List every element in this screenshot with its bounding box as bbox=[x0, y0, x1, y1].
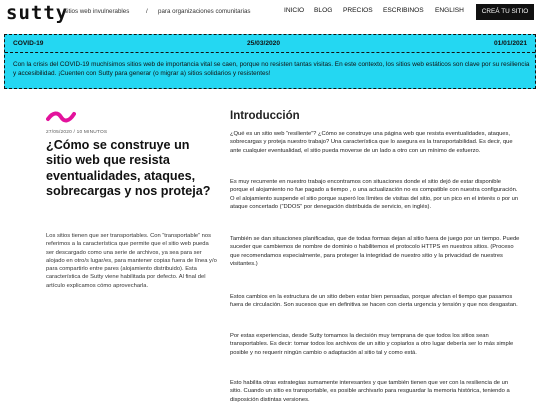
covid-banner bbox=[4, 34, 536, 89]
paragraph: También se dan situaciones planificadas, que de todas formas dejan al sitio fuera de juego por un tiempo. Puede suceder que cambiemos de nombre de dominio o habilitemos el protocolo HTTPS en nuestros sitios. (Proceso que recomendamos especialmente, para proteger la integridad de nuestro sitio y la privacidad de nuestres visitantes.) bbox=[230, 236, 520, 267]
paragraph: Estos cambios en la estructura de un sitio deben estar bien pensadas, porque afectan el tiempo que pasamos fuera de circulación. Son sucesos que en definitiva se hacen con cierta urgencia y tensión y que nos desgastan. bbox=[230, 294, 518, 309]
nav-english[interactable]: ENGLISH bbox=[435, 7, 464, 14]
covid-start-date: 25/03/2020 bbox=[247, 40, 281, 47]
paragraph: Esto habilita otras estrategias sumamente interesantes y que también tienen que ver con la resiliencia de un sitio. Cuando un sitio es transportable, es posible archivarlo para resguardar la memoria histórica, teniendo a disposición distintas versiones. bbox=[230, 380, 510, 403]
paragraph: Por estas experiencias, desde Sutty tomamos la decisión muy temprana de que todos los sitios sean transportables. Es decir: tomar todos los archivos de un sitio y copiarlos a otro lugar debería ser lo más simple posible y no requerir ningún cambio o adaptación al sitio tal y como está. bbox=[230, 333, 514, 356]
article-summary: Los sitios tienen que ser transportables. Con “transportable” nos referimos a la característica que permite que el sitio web pueda ser descargado como una serie de archivos, ya sea para ser alojado en otro/s lugar/es, para mantener copias fuera de línea y/o para compartirlo entre pares (alojamiento distribuido). Esta característica de Sutty viene habilitada por defecto. Al final del artículo explicamos cómo aprovecharla. bbox=[46, 233, 217, 289]
article-title: ¿Cómo se construye un sitio web que resista eventualidades, ataques, sobrecargas y nos proteja? bbox=[46, 138, 211, 199]
tagline-secondary: para organizaciones comunitarias bbox=[158, 8, 251, 15]
nav-inicio[interactable]: INICIO bbox=[284, 7, 305, 14]
covid-label: COVID-19 bbox=[13, 40, 44, 47]
site-logo[interactable]: sutty bbox=[6, 2, 69, 24]
section-heading: Introducción bbox=[230, 110, 300, 122]
top-header bbox=[0, 0, 540, 28]
squiggle-icon bbox=[46, 110, 76, 124]
covid-message: Con la crisis del COVID-19 muchísimos sitios web de importancia vital se caen, porque no resisten tantas visitas. En este contexto, los sitios web estáticos son clave por su resiliencia y accesibilidad. ¡Cuenten con Sutty para generar (o migrar a) sitios solidarios y resistentes! bbox=[13, 61, 530, 78]
paragraph: ¿Qué es un sitio web “resiliente”? ¿Cómo se construye una página web que resista eventualidades, ataques, sobrecargas y proteja nuestro trabajo? Una característica que lo asegura es la transportabilidad. Es decir, que ante cualquier eventualidad, el sitio pueda moverse de un lado a otro con un mínimo de esfuerzo. bbox=[230, 131, 513, 154]
tagline-primary: sitios web invulnerables bbox=[64, 8, 130, 15]
covid-end-date: 01/01/2021 bbox=[493, 40, 527, 47]
paragraph: Es muy recurrente en nuestro trabajo encontramos con situaciones donde el sitio dejó de estar disponible porque el alojamiento no fue pagado a tiempo , o una actualización no es compatible con nuestra configuración. O el alojamiento suspende el sitio porque superó los límites de visitas del sitio, por un pico en el interés o por un ataque concertado (“DDOS” por denegación distribuida de servicio, en inglés). bbox=[230, 179, 519, 210]
article-meta: 27/05/2020 / 10 MINUTOS bbox=[46, 130, 108, 135]
covid-banner-header bbox=[5, 35, 535, 53]
nav-precios[interactable]: PRECIOS bbox=[343, 7, 373, 14]
nav-escribinos[interactable]: ESCRIBINOS bbox=[383, 7, 424, 14]
tagline-separator: / bbox=[146, 8, 148, 15]
nav-blog[interactable]: BLOG bbox=[314, 7, 333, 14]
create-site-button[interactable]: CREÁ TU SITIO bbox=[476, 4, 534, 20]
